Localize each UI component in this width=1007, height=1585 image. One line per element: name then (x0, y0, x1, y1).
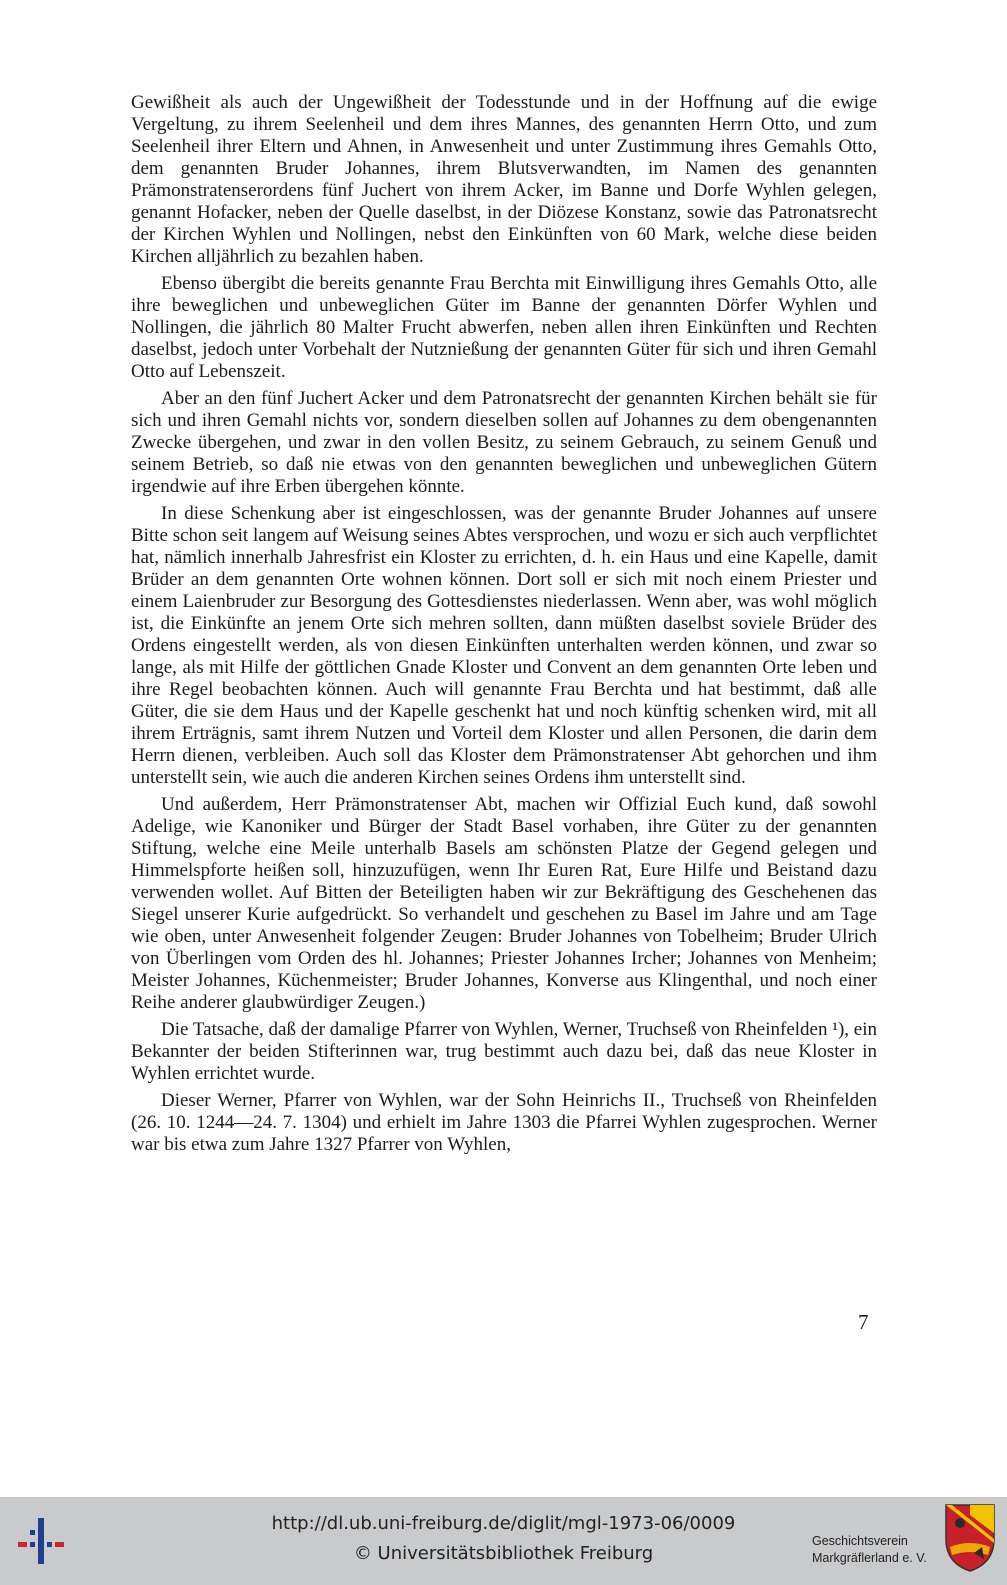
crest-icon (944, 1503, 996, 1573)
page-number: 7 (858, 1310, 869, 1334)
paragraph-4: In diese Schenkung aber ist eingeschlossen, was der genannte Bruder Johannes auf unsere Bitte schon seit langem auf Weisung seines Abtes versprochen, und wozu er sich auch verpflichtet hat, nämlich innerhalb Jahresfrist ein Kloster zu errichten, d. h. ein Haus und eine Kapelle, damit Brüder an dem genannten Orte wohnen können. Dort soll er sich mit noch einem Priester und einem Laienbruder zur Besorgung des Gottesdienstes niederlassen. Wenn aber, was wohl möglich ist, die Einkünfte an jenem Orte sich mehren sollten, dann müßten daselbst soviele Brüder des Ordens eingestellt werden, als von diesen Einkünften unterhalten werden können, und zwar so lange, als mit Hilfe der göttlichen Gnade Kloster und Convent an dem genannten Orte leben und ihre Regel beobachten können. Auch will genannte Frau Berchta und hat bestimmt, daß alle Güter, die sie dem Haus und der Kapelle geschenkt hat und noch künftig schenken wird, mit all ihrem Erträgnis, samt ihrem Nutzen und Vorteil dem Kloster und allen Personen, die darin dem Herrn dienen, verbleiben. Auch soll das Kloster dem Prämonstratenser Abt gehorchen und ihm unterstellt sein, wie auch die anderen Kirchen seines Ordens ihm unterstellt sind. (131, 503, 877, 788)
paragraph-3: Aber an den fünf Juchert Acker und dem Patronatsrecht der genannten Kirchen behält sie für sich und ihren Gemahl nichts vor, sondern dieselben sollen auf Johannes zu dem obengenannten Zwecke übergehen, und zwar in den vollen Besitz, zu seinem Gebrauch, zu seinem Genuß und seinem Betrieb, so daß nie etwas von den genannten beweglichen und unbeweglichen Gütern irgendwie auf ihre Erben übergehen könnte. (131, 388, 877, 497)
society-line-1: Geschichtsverein (812, 1534, 908, 1548)
footer-bar (0, 1497, 1007, 1585)
footer-url-link[interactable]: http://dl.ub.uni-freiburg.de/diglit/mgl-1973-06/0009 (271, 1513, 736, 1534)
paragraph-1: Gewißheit als auch der Ungewißheit der Todesstunde und in der Hoffnung auf die ewige Vergeltung, zu ihrem Seelenheil und dem ihres Mannes, des genannten Herrn Otto, und zum Seelenheil ihrer Eltern und Ahnen, in Anwesenheit und unter Zustimmung ihres Gemahls Otto, dem genannten Bruder Johannes, ihrem Blutsverwandten, im Namen des genannten Prämonstratenserordens fünf Juchert von ihrem Acker, im Banne und Dorfe Wyhlen gelegen, genannt Hofacker, neben der Quelle daselbst, in der Diözese Konstanz, sowie das Patronatsrecht der Kirchen Wyhlen und Nollingen, nebst den Einkünften von 60 Mark, welche diese beiden Kirchen alljährlich zu bezahlen haben. (131, 92, 877, 267)
society-name (812, 1533, 932, 1567)
footer-copyright: © Universitätsbibliothek Freiburg (353, 1543, 654, 1564)
society-line-2: Markgräflerland e. V. (812, 1551, 927, 1565)
paragraph-5: Und außerdem, Herr Prämonstratenser Abt, machen wir Offizial Euch kund, daß sowohl Adelige, wie Kanoniker und Bürger der Stadt Basel vorhaben, ihre Güter zu der genannten Stiftung, welche eine Meile unterhalb Basels am schönsten Platze der Gegend gelegen und Himmelspforte heißen soll, hinzuzufügen, wenn Ihr Euren Rat, Eure Hilfe und Beistand dazu verwenden wollet. Auf Bitten der Beteiligten haben wir zur Bekräftigung des Geschehenen das Siegel unserer Kurie aufgedrückt. So verhandelt und geschehen zu Basel im Jahre und am Tage wie oben, unter Anwesenheit folgender Zeugen: Bruder Johannes von Tobelheim; Bruder Ulrich von Überlingen vom Orden des hl. Johannes; Priester Johannes Ircher; Johannes von Menheim; Meister Johannes, Küchenmeister; Bruder Johannes, Konverse aus Klingenthal, und noch einer Reihe anderer glaubwürdiger Zeugen.) (131, 794, 877, 1013)
document-body (131, 92, 877, 1161)
paragraph-6: Die Tatsache, daß der damalige Pfarrer von Wyhlen, Werner, Truchseß von Rheinfelden ¹), ein Bekannter der beiden Stifterinnen war, trug bestimmt auch dazu bei, daß das neue Kloster in Wyhlen errichtet wurde. (131, 1019, 877, 1084)
paragraph-7: Dieser Werner, Pfarrer von Wyhlen, war der Sohn Heinrichs II., Truchseß von Rheinfelden (26. 10. 1244—24. 7. 1304) und erhielt im Jahre 1303 die Pfarrei Wyhlen zugesprochen. Werner war bis etwa zum Jahre 1327 Pfarrer von Wyhlen, (131, 1090, 877, 1155)
paragraph-2: Ebenso übergibt die bereits genannte Frau Berchta mit Einwilligung ihres Gemahls Otto, alle ihre beweglichen und unbeweglichen Güter im Banne der genannten Dörfer Wyhlen und Nollingen, die jährlich 80 Malter Frucht abwerfen, neben allen ihren Einkünften und Rechten daselbst, jedoch unter Vorbehalt der Nutznießung der genannten Güter für sich und ihren Gemahl Otto auf Lebenszeit. (131, 273, 877, 382)
